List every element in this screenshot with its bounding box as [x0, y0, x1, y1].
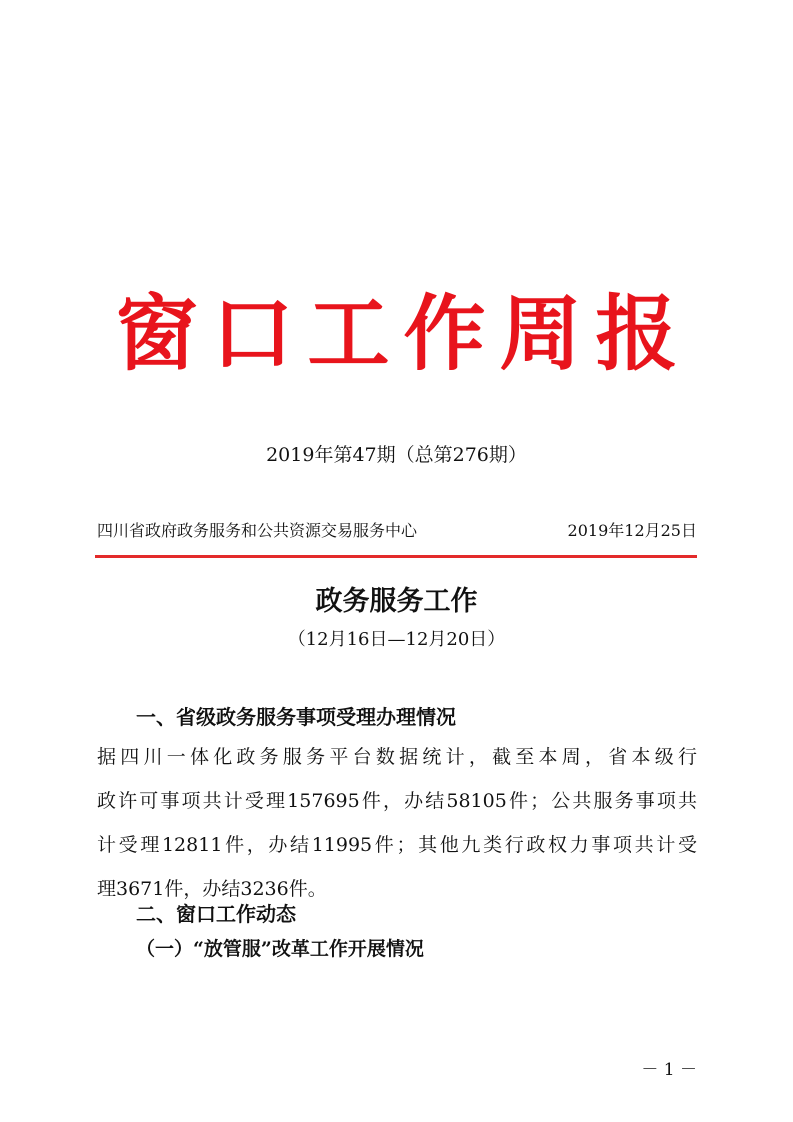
- issue-number: 2019年第47期（总第276期）: [266, 444, 527, 466]
- paragraph-line: 据四川一体化政务服务平台数据统计，截至本周，省本级行: [97, 746, 697, 768]
- page-number: － 1 －: [641, 1060, 697, 1080]
- subsection-heading: （一）“放管服”改革工作开展情况: [136, 938, 424, 960]
- issue-date: 2019年12月25日: [567, 521, 697, 540]
- document-period: （12月16日—12月20日）: [287, 629, 506, 650]
- issuer-row: [97, 518, 697, 544]
- red-divider-rule: [95, 555, 697, 558]
- issuer-name: 四川省政府政务服务和公共资源交易服务中心: [97, 521, 418, 540]
- section-heading-1: 一、省级政务服务事项受理办理情况: [136, 705, 456, 729]
- paragraph-line: 计受理12811件，办结11995件；其他九类行政权力事项共计受: [97, 834, 697, 856]
- paragraph-line: 理3671件，办结3236件。: [97, 878, 327, 900]
- section-heading-2: 二、窗口工作动态: [136, 902, 296, 926]
- paragraph-line: 政许可事项共计受理157695件，办结58105件；公共服务事项共: [97, 790, 697, 812]
- document-title: 政务服务工作: [315, 586, 478, 617]
- masthead-title: 窗口工作周报: [115, 286, 692, 382]
- section-1-paragraph: [97, 735, 697, 911]
